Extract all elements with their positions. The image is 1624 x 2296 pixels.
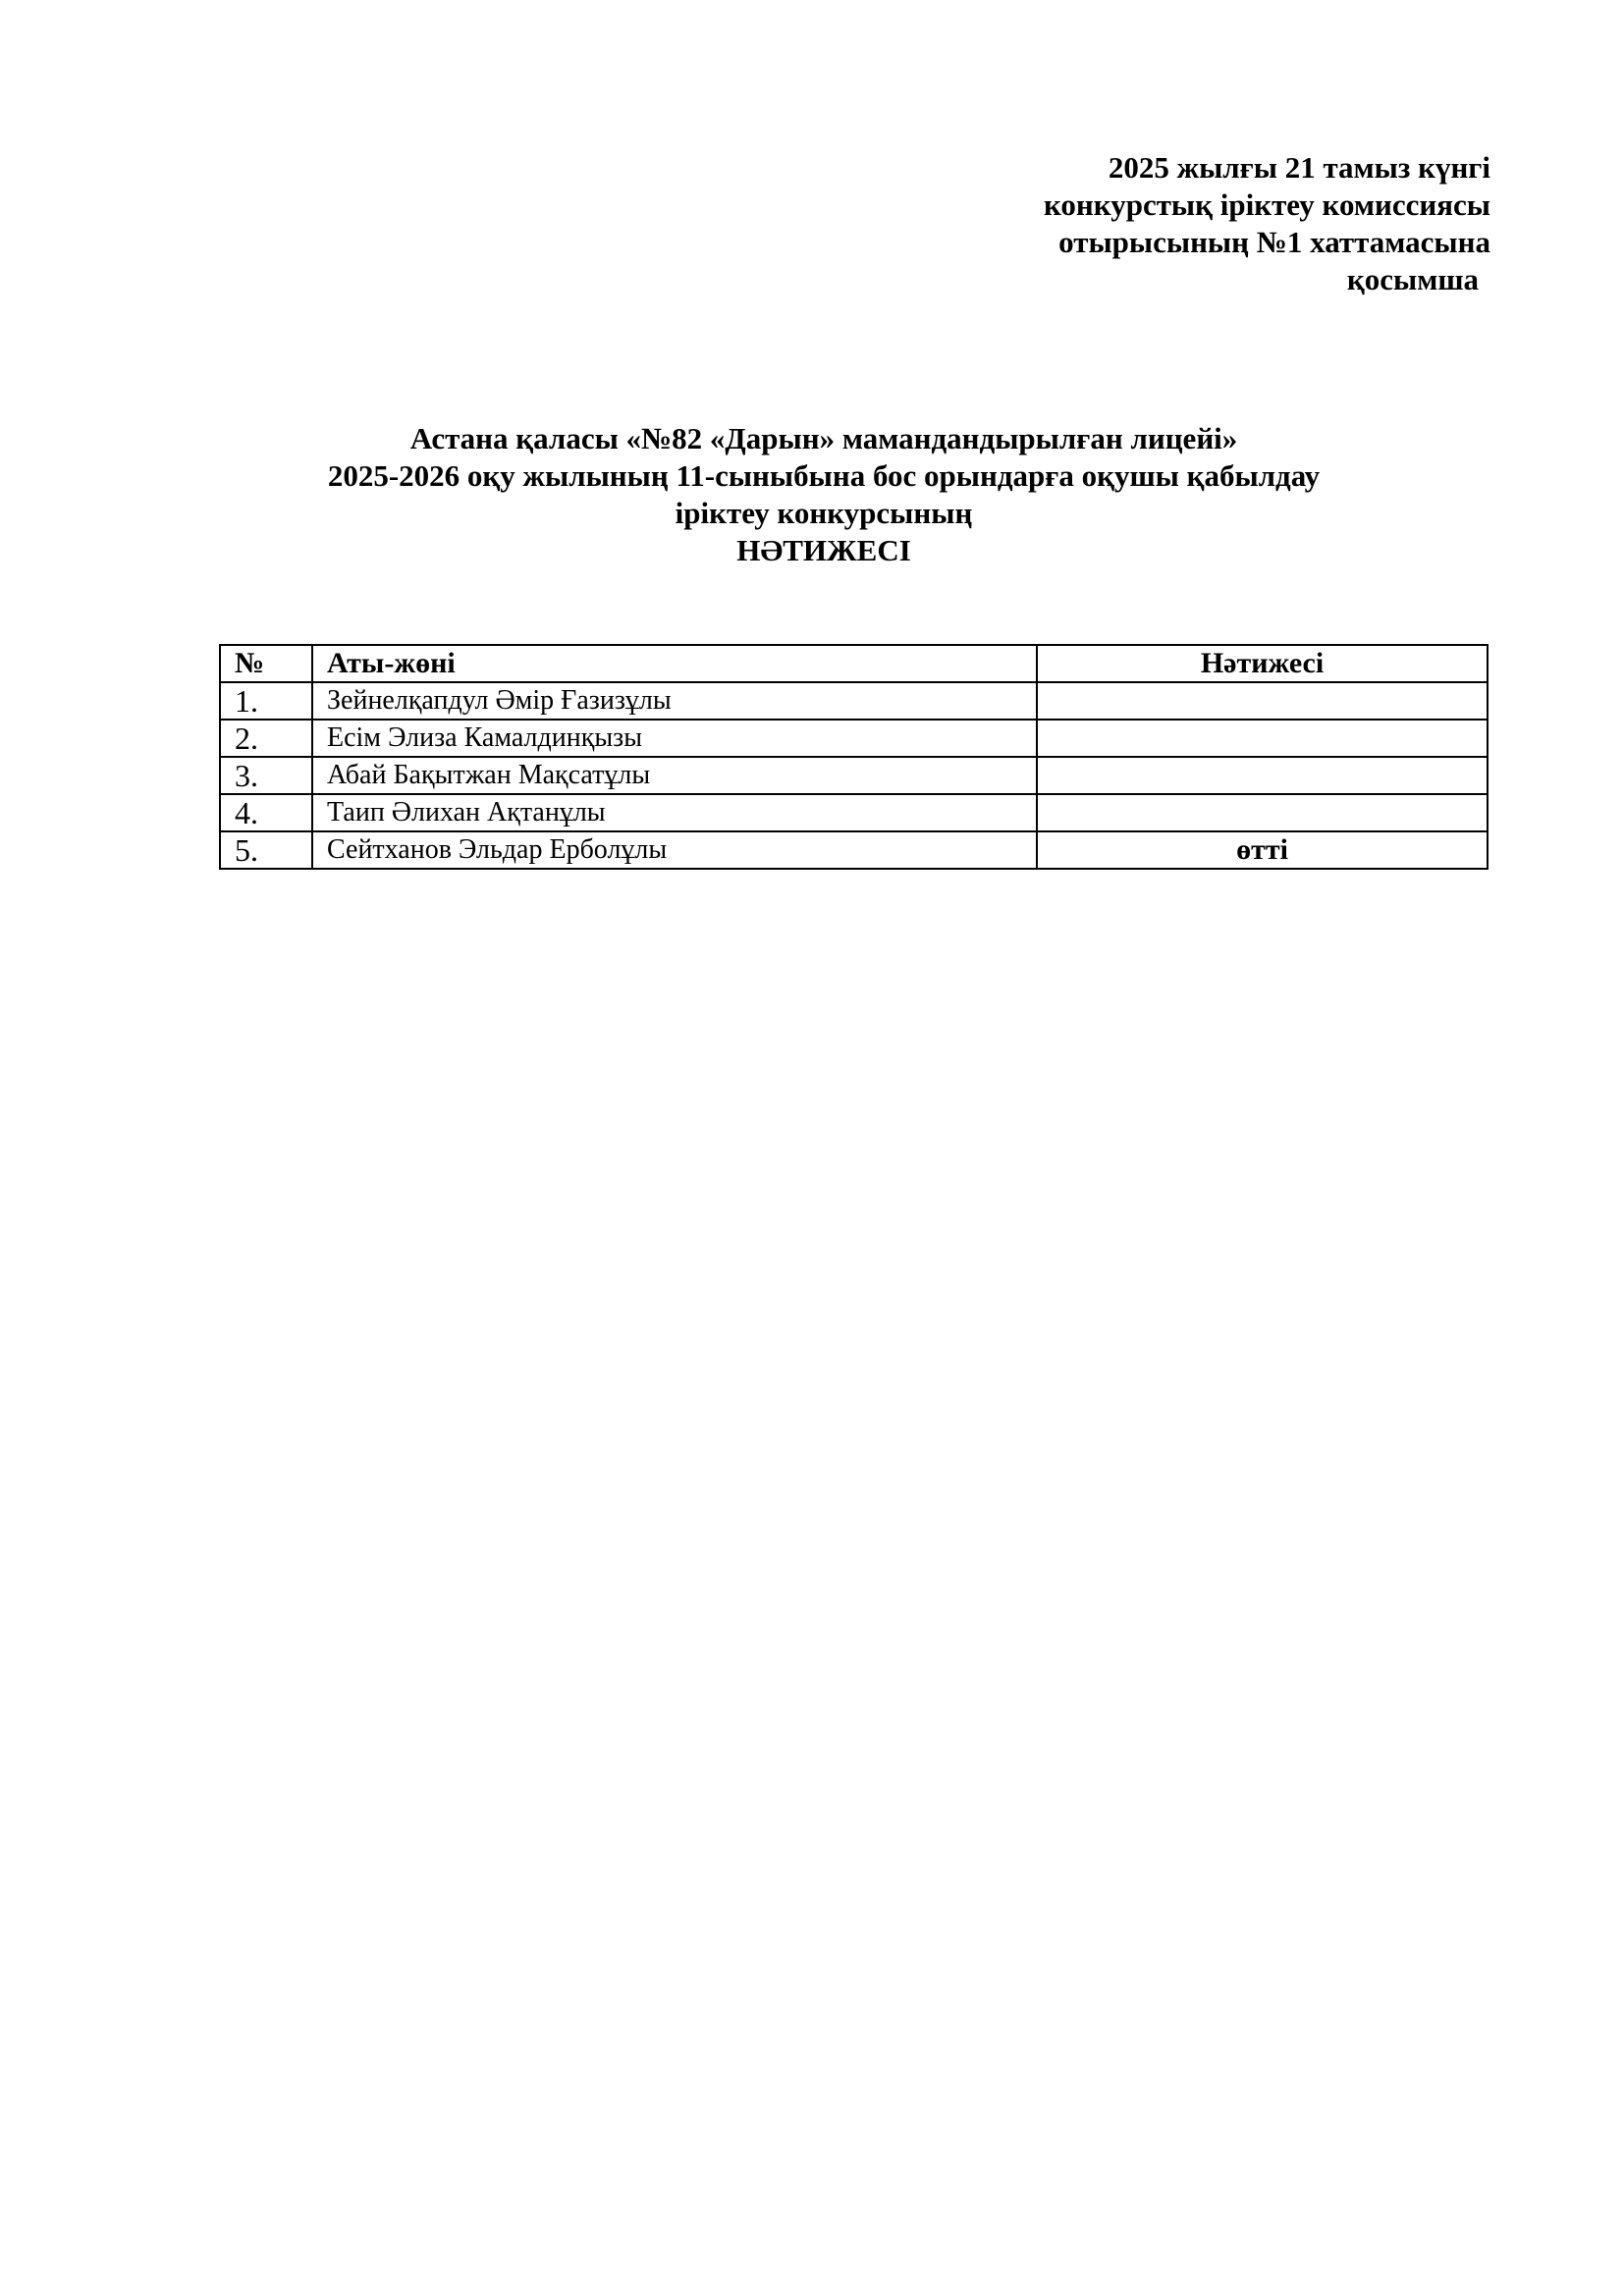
annex-line-appendix: қосымша bbox=[1346, 262, 1479, 296]
row-result bbox=[1037, 682, 1488, 720]
row-number: 5. bbox=[220, 831, 312, 869]
table-row bbox=[220, 794, 1488, 831]
title-line-results: НӘТИЖЕСІ bbox=[736, 533, 911, 567]
table-row bbox=[220, 720, 1488, 757]
table-row bbox=[220, 682, 1488, 720]
table-row bbox=[220, 831, 1488, 869]
row-number: 2. bbox=[220, 720, 312, 757]
annex-line-date: 2025 жылғы 21 тамыз күнгі bbox=[1108, 150, 1490, 185]
title-line-admission: 2025-2026 оқу жылының 11-сыныбына бос орындарға оқушы қабылдау bbox=[327, 458, 1321, 493]
title-line-school: Астана қаласы «№82 «Дарын» мамандандырылған лицейі» bbox=[409, 421, 1238, 455]
title-line-contest: іріктеу конкурсының bbox=[675, 496, 973, 530]
row-full-name: Абай Бақытжан Мақсатұлы bbox=[312, 757, 1037, 794]
row-number: 4. bbox=[220, 794, 312, 831]
row-full-name: Зейнелқапдул Әмір Ғазизұлы bbox=[312, 682, 1037, 720]
document-title bbox=[196, 420, 1451, 569]
annex-line-commission: конкурстық іріктеу комиссиясы bbox=[1043, 187, 1490, 222]
row-full-name: Сейтханов Эльдар Ерболұлы bbox=[312, 831, 1037, 869]
table-row bbox=[220, 757, 1488, 794]
protocol-annex-note bbox=[901, 149, 1490, 298]
header-number: № bbox=[220, 645, 312, 682]
row-full-name: Таип Әлихан Ақтанұлы bbox=[312, 794, 1037, 831]
header-result: Нәтижесі bbox=[1037, 645, 1488, 682]
results-table bbox=[219, 644, 1489, 870]
row-result bbox=[1037, 720, 1488, 757]
annex-line-protocol: отырысының №1 хаттамасына bbox=[1058, 225, 1490, 259]
row-number: 3. bbox=[220, 757, 312, 794]
row-result: өтті bbox=[1037, 831, 1488, 869]
row-result bbox=[1037, 757, 1488, 794]
row-result bbox=[1037, 794, 1488, 831]
header-full-name: Аты-жөні bbox=[312, 645, 1037, 682]
row-full-name: Есім Элиза Камалдинқызы bbox=[312, 720, 1037, 757]
row-number: 1. bbox=[220, 682, 312, 720]
table-header-row bbox=[220, 645, 1488, 682]
